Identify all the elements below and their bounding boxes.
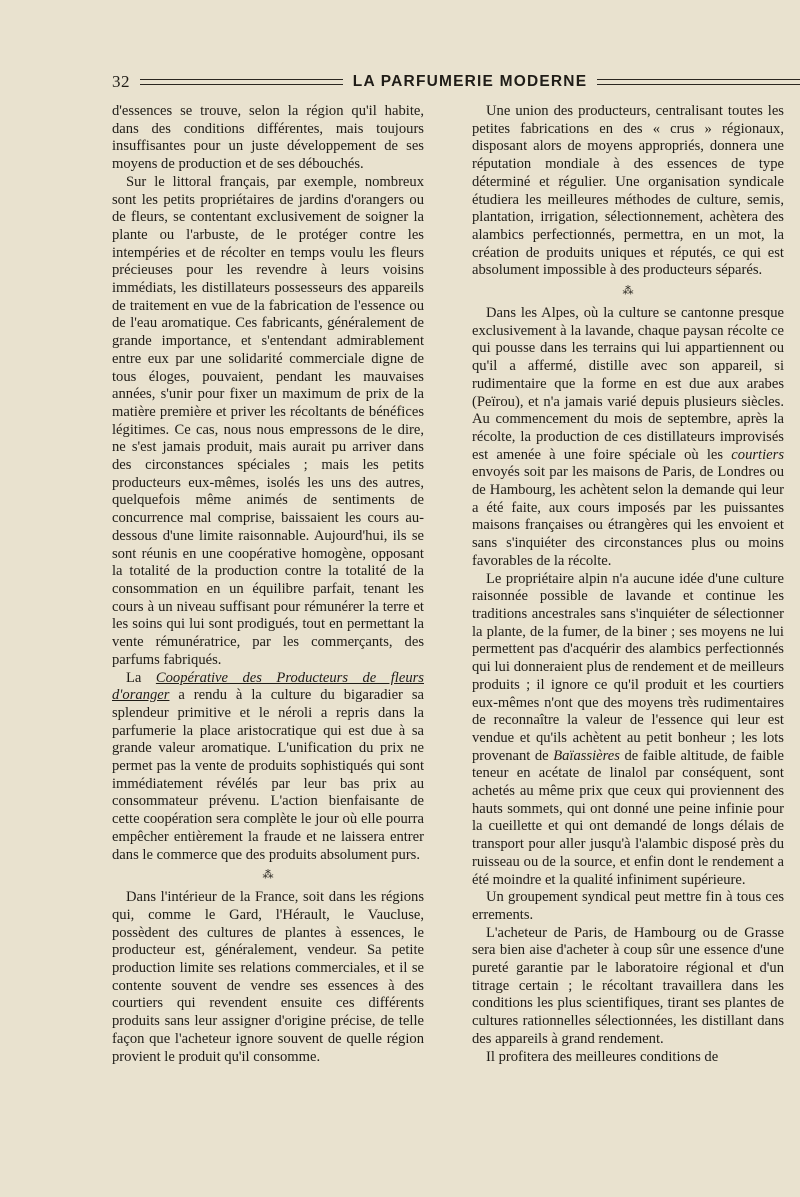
italic-term: courtiers xyxy=(731,446,784,463)
right-column xyxy=(472,103,784,1066)
text-run: Dans les Alpes, où la culture se cantonne presque exclusivement à la lavande, chaque paysan récolte ce qui pousse dans les terrains qui lui appartiennent ou qu'il a affermé, distille avec son appareil, si rudimentaire que la forme en est due aux arabes (Peïrou), et n'a jamais varié depuis plusieurs siècles. Au commencement du mois de septembre, après la récolte, la production de ces distillateurs improvisés est amenée à une foire spéciale où les xyxy=(472,305,784,463)
header-rule-left xyxy=(140,79,343,85)
paragraph: Il profitera des meilleures conditions de xyxy=(486,1048,719,1065)
paragraph xyxy=(472,571,784,890)
text-run: a rendu à la culture du bigaradier sa splendeur primitive et le néroli a repris dans la parfumerie la place aristocratique qui est due à sa grande valeur aromatique. L'unification du prix ne permet pas la vente de produits sophistiqués qui sont immédiatement révélés par leur bas prix au consommateur prévenu. L'action bienfaisante de cette coopération sera complète le jour où elle pourra empêcher entièrement la fraude et ne laissera entrer dans le commerce que des produits absolument purs. xyxy=(112,687,424,863)
left-column xyxy=(112,103,424,1066)
paragraph xyxy=(112,670,424,865)
journal-title: LA PARFUMERIE MODERNE xyxy=(352,73,588,90)
cooperative-name: Coopérative des Producteurs de fleurs d'oranger xyxy=(112,669,424,704)
paragraph: Une union des producteurs, centralisant toutes les petites fabrications en des « crus » régionaux, disposant alors de moyens appropriés, donnera une réputation mondiale à des essences de type déterminé et régulier. Une organisation syndicale étudiera les meilleures méthodes de culture, semis, plantation, irrigation, sélectionnement, achètera des alambics perfectionnés, permettra, en un mot, la création de produits uniques et réputés, ce qui est absolument impossible à des producteurs séparés. xyxy=(472,103,784,279)
text-run: envoyés soit par les maisons de Paris, de Londres ou de Hambourg, les achètent selon la demande qui leur a été faite, aux cours imposés par les puissantes maisons françaises ou étrangères qui les envoient et sans s'inquiéter des circonstances plus ou moins favorables de la récolte. xyxy=(472,464,784,569)
header-rule-right xyxy=(597,79,800,85)
paragraph xyxy=(472,305,784,571)
paragraph: Sur le littoral français, par exemple, nombreux sont les petits propriétaires de jardins d'orangers ou de fleurs, se contentant exclusivement de soigner la plante ou l'arbuste, de le protéger contre les intempéries et de récolter en temps voulu les fleurs précieuses pour les revendre à leurs voisins immédiats, les distillateurs possesseurs des appareils de traitement en vue de la fabrication de l'essence ou de l'eau aromatique. Ces fabricants, généralement de grande importance, et s'entendant admirablement entre eux par une solidarité commerciale digne de tous éloges, pouvaient, pendant les mauvaises années, s'unir pour fixer un maximum de prix de la matière première et priver les récoltants de bénéfices légitimes. Ce cas, nous nous empressons de le dire, ne s'est jamais produit, mais aurait pu arriver dans des circonstances spéciales ; mais les petits producteurs eux-mêmes, isolés les uns des autres, quelquefois même animés de sentiments de concurrence mal comprise, baissaient les cours au-dessous d'une limite raisonnable. Aujourd'hui, ils se sont réunis en une coopérative homogène, opposant la totalité de la production contre la totalité de la consommation en un équilibre parfait, tenant les cours à un niveau suffisant pour rémunérer la terre et les soins qui lui sont prodigués, tout en permettant la vente rémunératrice, par les commerçants, des parfums fabriqués. xyxy=(112,173,424,668)
italic-term: Baïassières xyxy=(553,747,620,764)
text-run: Le propriétaire alpin n'a aucune idée d'une culture raisonnée possible de lavande et continue les traditions ancestrales sans s'inquiéter de sélectionner la plante, de la fumer, de la biner ; ses moyens ne lui permettent pas d'acquérir des alambics perfectionnés qui lui donneraient plus de rendement et de meilleurs produits ; il ignore ce qu'il produit et les courtiers eux-mêmes n'ont que des moyens très rudimentaires de reconnaître la valeur de l'essence qui leur est vendue et qu'ils achètent au petit bonheur ; les lots provenant de xyxy=(472,570,784,764)
text-run: La xyxy=(126,669,156,686)
page-number: 32 xyxy=(112,72,130,91)
asterism-divider: ⁂ xyxy=(622,285,634,298)
asterism-divider: ⁂ xyxy=(262,869,274,882)
paragraph: L'acheteur de Paris, de Hambourg ou de Grasse sera bien aise d'acheter à coup sûr une essence d'une pureté garantie par le laboratoire régional et d'un titrage certain ; le récoltant travaillera dans les conditions les plus scientifiques, tirant ses plantes de cultures rationnelles sélectionnées, les distillant dans des appareils à grand rendement. xyxy=(472,924,784,1047)
text-run: de faible altitude, de faible teneur en acétate de linalol par conséquent, sont achetés au même prix que ceux qui proviennent des hauts sommets, qui ont donné une peine infinie pour la cueillette et qui ont demandé de longs délais de transport pour aller jusqu'à l'alambic disposé près du ruisseau ou de la source, et enfin dont le rendement a été moindre et la qualité infiniment supérieure. xyxy=(472,747,784,888)
paragraph: Un groupement syndical peut mettre fin à tous ces errements. xyxy=(472,889,784,923)
running-header xyxy=(112,72,800,92)
paragraph: d'essences se trouve, selon la région qu'il habite, dans des conditions différentes, mais toujours insuffisantes pour un juste développement de ses moyens de production et de ses débouchés. xyxy=(112,103,424,173)
paragraph: Dans l'intérieur de la France, soit dans les régions qui, comme le Gard, l'Hérault, le Vaucluse, possèdent des cultures de plantes à essences, le producteur est, généralement, vendeur. Sa petite production limite ses relations commerciales, et il se contente souvent de vendre ses essences à des courtiers qui revendent ensuite ces différents produits sans leur assigner d'origine précise, de telle façon que l'acheteur ignore souvent de quelle région provient le produit qu'il consomme. xyxy=(112,889,424,1065)
